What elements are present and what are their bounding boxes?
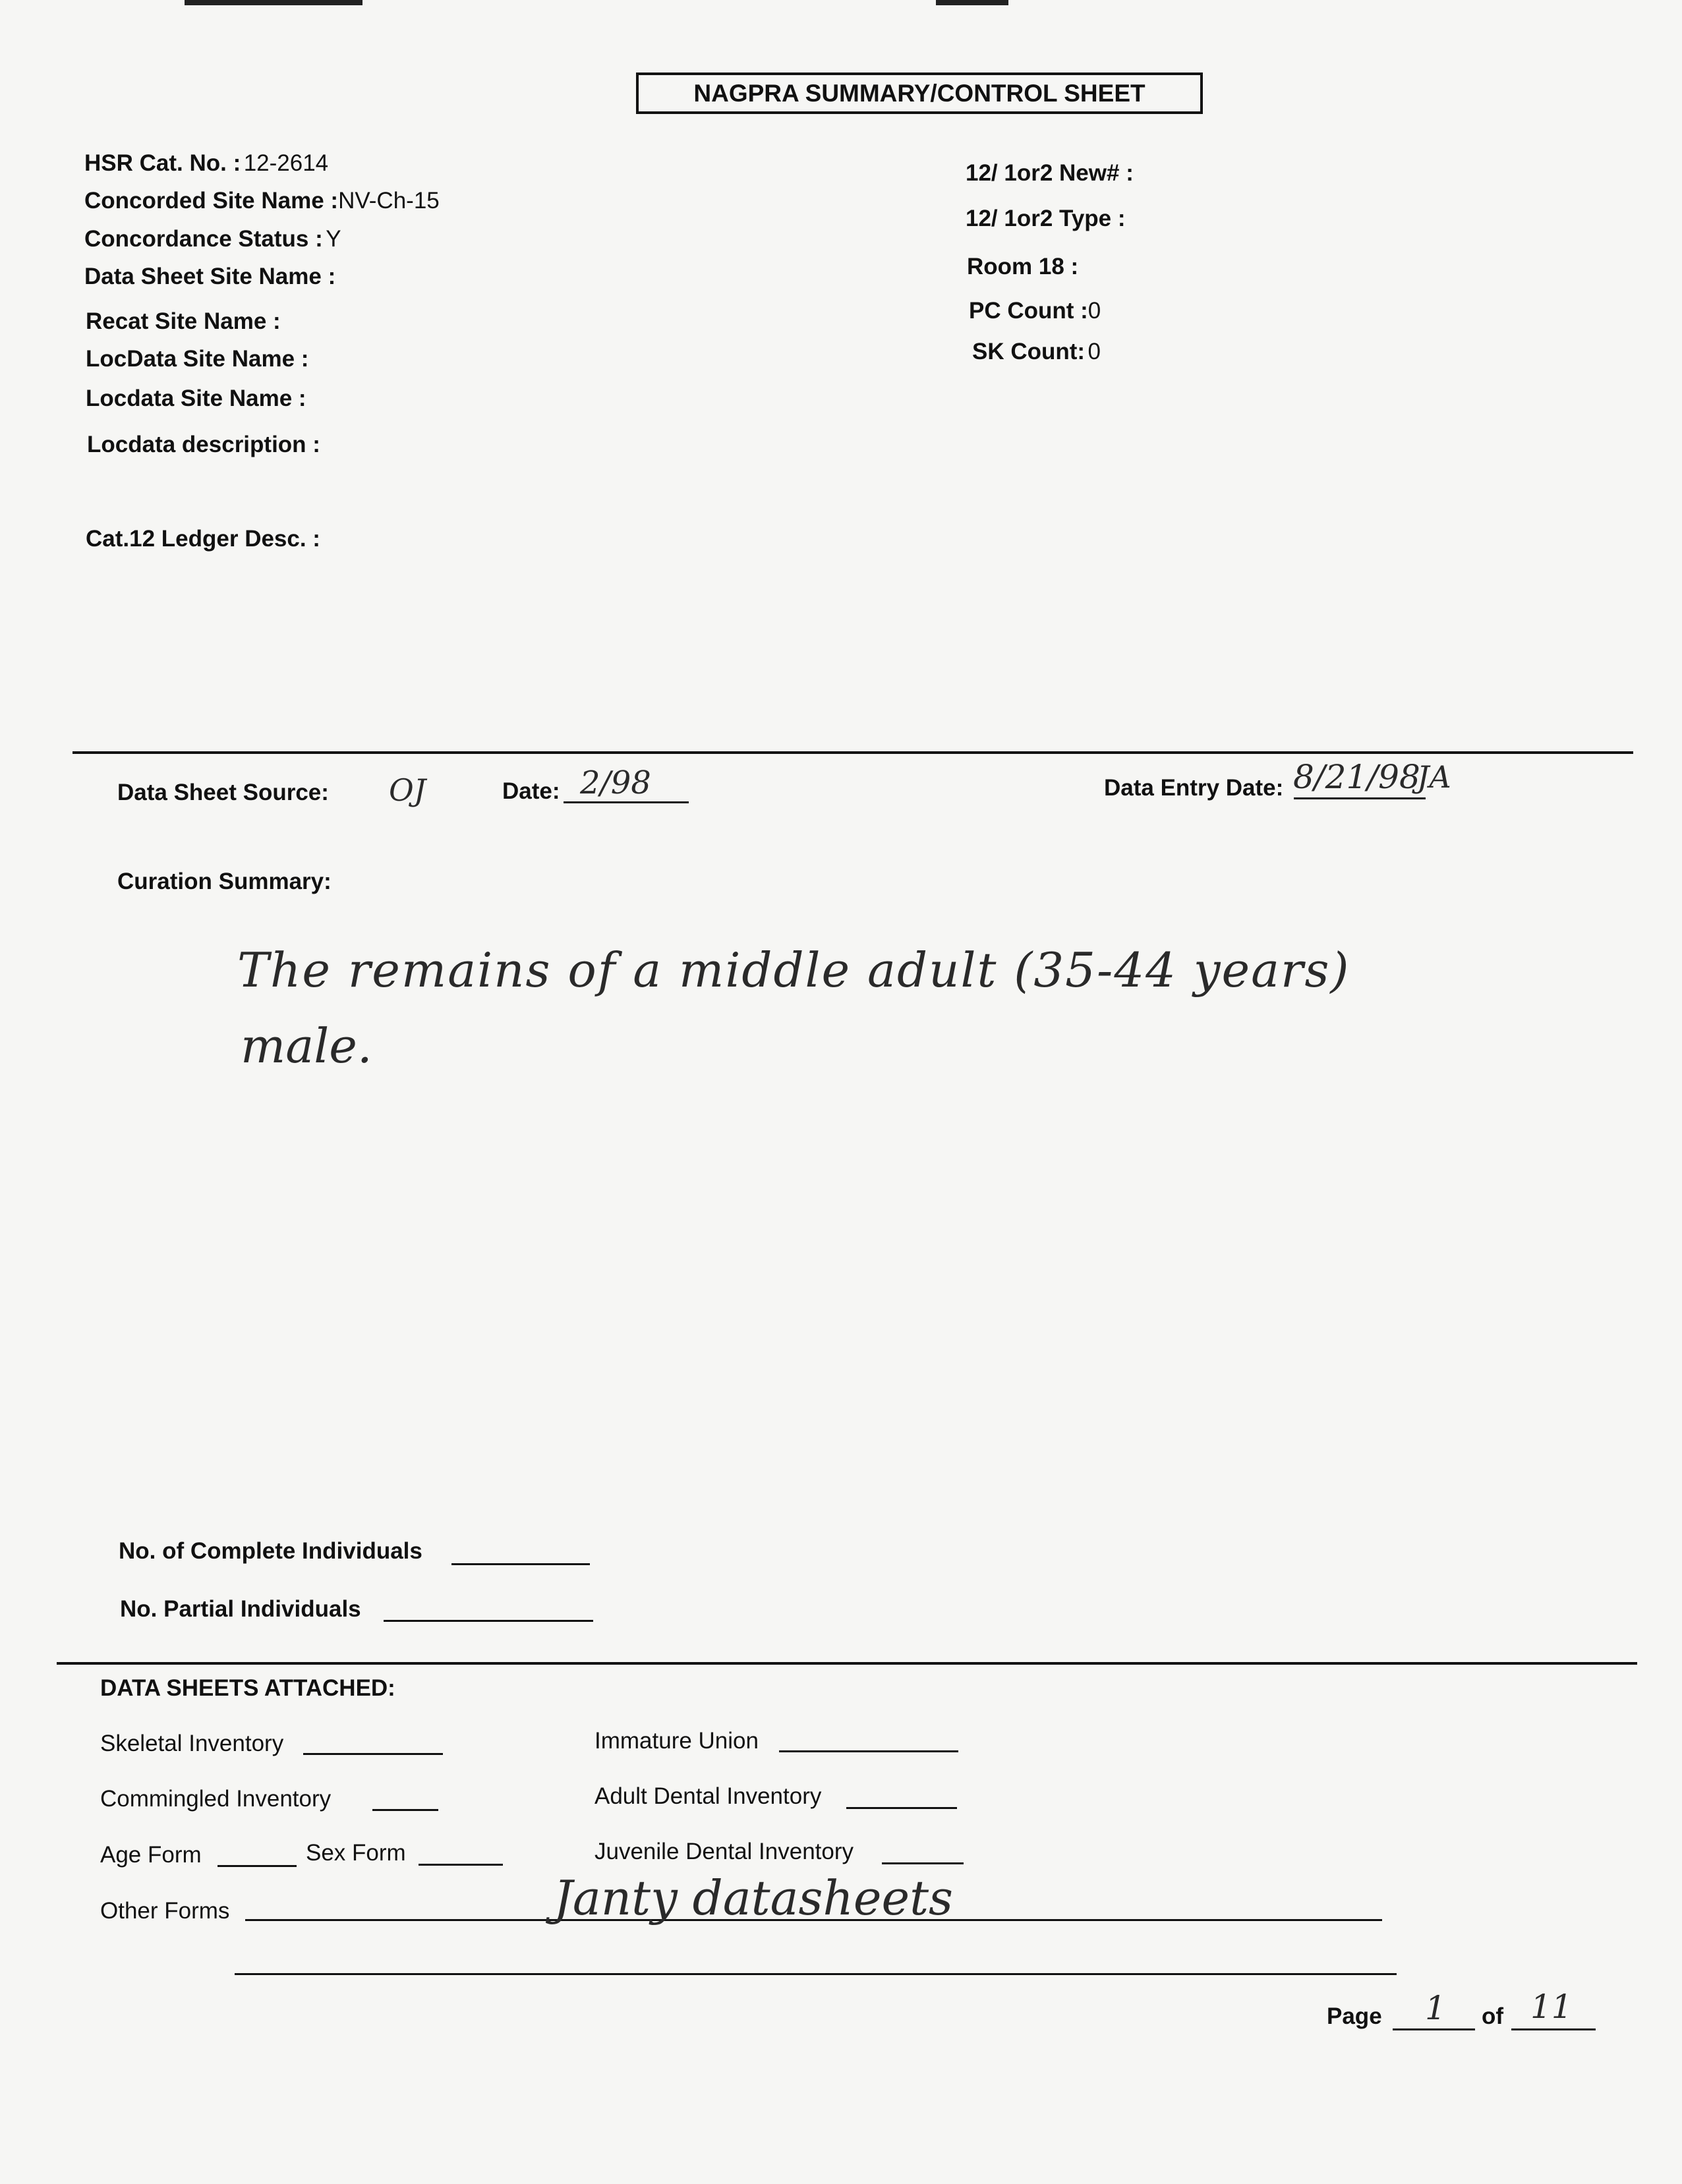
- divider-bottom: [57, 1662, 1637, 1665]
- date-label: Date:: [502, 778, 560, 804]
- data-entry-date-value: 8/21/98: [1293, 758, 1420, 796]
- age-form-label: Age Form: [100, 1842, 202, 1868]
- page-total-line: [1511, 2028, 1596, 2030]
- hsr-cat-no-value: 12-2614: [243, 150, 329, 176]
- data-sheets-attached-heading: DATA SHEETS ATTACHED:: [100, 1675, 395, 1701]
- type-label: 12/ 1or2 Type :: [966, 206, 1126, 231]
- recat-site-name-label: Recat Site Name :: [86, 308, 281, 334]
- skeletal-inventory-line: [303, 1753, 443, 1755]
- sk-count-value: 0: [1088, 339, 1101, 364]
- data-sheet-source-value: OJ: [389, 772, 426, 808]
- pc-count-field: [969, 298, 1101, 324]
- scan-mark-right: [936, 0, 1008, 5]
- form-title: NAGPRA SUMMARY/CONTROL SHEET: [636, 72, 1203, 114]
- juvenile-dental-inventory-label: Juvenile Dental Inventory: [594, 1839, 854, 1864]
- data-sheet-site-name-label: Data Sheet Site Name :: [84, 264, 336, 289]
- other-forms-value: Janty datasheets: [554, 1870, 953, 1926]
- hsr-cat-no-field: [84, 150, 328, 177]
- concorded-site-name-label: Concorded Site Name :: [84, 188, 339, 214]
- adult-dental-inventory-line: [846, 1807, 957, 1809]
- concordance-status-label: Concordance Status :: [84, 226, 323, 252]
- locdata-site-name-label-1: LocData Site Name :: [86, 346, 309, 372]
- locdata-site-name-field-1: [86, 346, 308, 372]
- complete-individuals-line: [451, 1563, 590, 1565]
- other-forms-label: Other Forms: [100, 1898, 230, 1924]
- concorded-site-name-field: [84, 188, 440, 214]
- page-total: 11: [1530, 1988, 1573, 2026]
- data-sheet-source-label: Data Sheet Source:: [117, 780, 329, 805]
- adult-dental-inventory-label: Adult Dental Inventory: [594, 1783, 822, 1809]
- locdata-description-label: Locdata description :: [87, 432, 320, 457]
- partial-individuals-label: No. Partial Individuals: [120, 1596, 361, 1622]
- commingled-inventory-label: Commingled Inventory: [100, 1786, 332, 1812]
- pc-count-label: PC Count :: [969, 298, 1088, 324]
- immature-union-label: Immature Union: [594, 1728, 759, 1754]
- concorded-site-name-value: NV-Ch-15: [338, 188, 440, 214]
- sk-count-field: [972, 339, 1101, 365]
- complete-individuals-label: No. of Complete Individuals: [119, 1538, 422, 1564]
- data-entry-date-label: Data Entry Date:: [1104, 775, 1284, 801]
- new-num-field: [966, 160, 1134, 187]
- curation-summary-line-2: male.: [241, 1018, 372, 1074]
- skeletal-inventory-label: Skeletal Inventory: [100, 1731, 284, 1756]
- page-number-line: [1393, 2028, 1475, 2030]
- data-entry-initials: JA: [1417, 759, 1451, 795]
- page-of-label: of: [1482, 2003, 1504, 2029]
- age-form-line: [218, 1865, 297, 1867]
- scan-mark-left: [185, 0, 362, 5]
- hsr-cat-no-label: HSR Cat. No. :: [84, 150, 241, 176]
- sk-count-label: SK Count:: [972, 339, 1086, 364]
- new-num-label: 12/ 1or2 New# :: [966, 160, 1134, 186]
- page-number: 1: [1425, 1989, 1446, 2027]
- date-underline: [564, 801, 689, 803]
- data-sheet-site-name-field: [84, 264, 335, 290]
- concordance-status-field: [84, 226, 341, 252]
- pc-count-value: 0: [1088, 298, 1101, 324]
- partial-individuals-line: [384, 1620, 593, 1622]
- locdata-description-field: [87, 432, 320, 458]
- other-forms-line-2: [235, 1973, 1397, 1975]
- cat12-ledger-desc-field: [86, 526, 320, 552]
- curation-summary-line-1: The remains of a middle adult (35-44 years): [237, 942, 1350, 998]
- recat-site-name-field: [86, 308, 281, 335]
- curation-summary-label: Curation Summary:: [117, 869, 332, 894]
- room18-field: [967, 254, 1078, 280]
- sex-form-line: [419, 1864, 503, 1866]
- immature-union-line: [779, 1750, 958, 1752]
- locdata-site-name-field-2: [86, 386, 306, 412]
- juvenile-dental-inventory-line: [882, 1862, 964, 1864]
- commingled-inventory-line: [372, 1809, 438, 1811]
- divider-top: [72, 751, 1633, 754]
- locdata-site-name-label-2: Locdata Site Name :: [86, 386, 306, 411]
- page-label: Page: [1327, 2003, 1382, 2029]
- data-entry-date-underline: [1294, 797, 1426, 799]
- date-value: 2/98: [580, 764, 651, 801]
- type-field: [966, 206, 1126, 232]
- concordance-status-value: Y: [326, 226, 341, 252]
- cat12-ledger-desc-label: Cat.12 Ledger Desc. :: [86, 526, 320, 552]
- room18-label: Room 18 :: [967, 254, 1079, 279]
- sex-form-label: Sex Form: [306, 1840, 406, 1866]
